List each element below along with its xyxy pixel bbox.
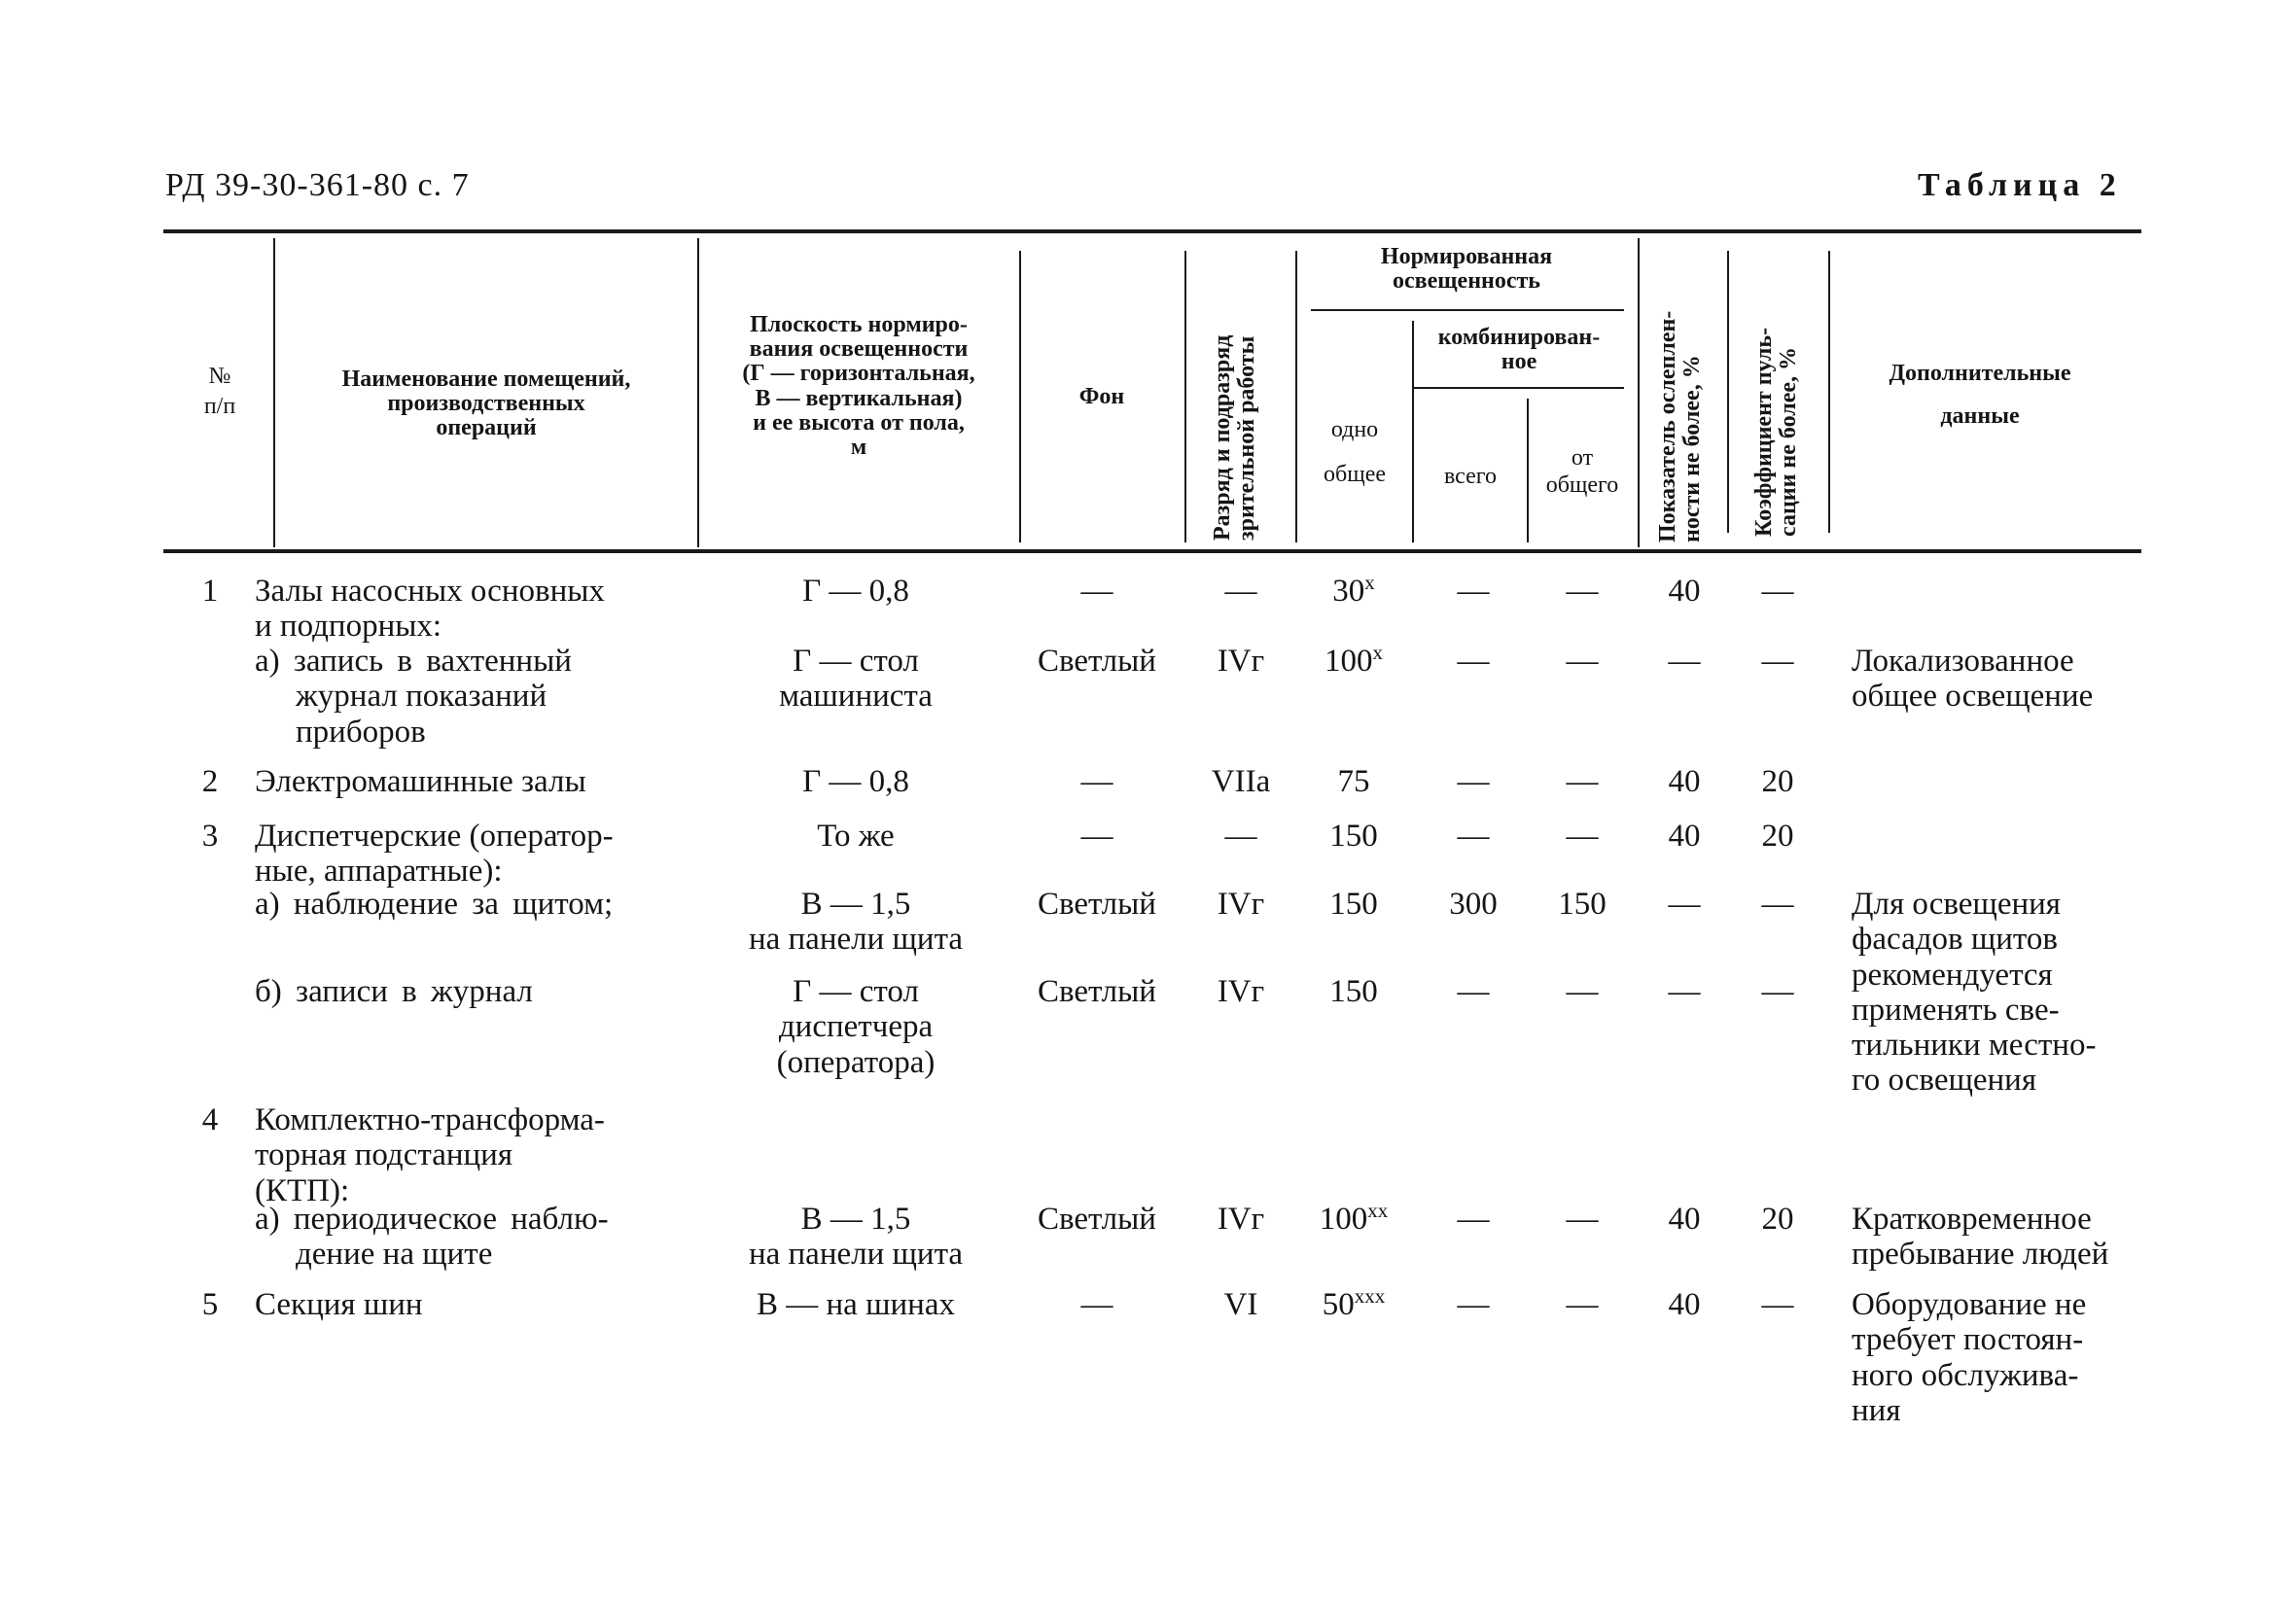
bg-value: Светлый bbox=[1038, 644, 1156, 679]
general-value: 150 bbox=[1329, 974, 1378, 1009]
fromgen-value: — bbox=[1566, 644, 1599, 679]
cell-extra bbox=[1852, 1202, 2143, 1273]
cell-grade bbox=[1188, 974, 1293, 1009]
cell-grade bbox=[1188, 1202, 1293, 1237]
cell-glare bbox=[1643, 764, 1725, 799]
fromgen-value: — bbox=[1566, 1287, 1599, 1322]
plane-line: Г — стол bbox=[793, 974, 919, 1009]
extra-line: применять све- bbox=[1852, 992, 2060, 1028]
name-line: а) запись в вахтенный bbox=[255, 644, 572, 679]
cell-extra bbox=[1852, 887, 2143, 1099]
cell-pulse bbox=[1731, 819, 1824, 854]
name-line: а) периодическое наблю- bbox=[255, 1202, 609, 1237]
bg-value: Светлый bbox=[1038, 1202, 1156, 1237]
pulse-value: — bbox=[1761, 887, 1794, 922]
name-line: Залы насосных основных bbox=[255, 574, 605, 609]
pulse-value: — bbox=[1761, 574, 1794, 609]
col-divider bbox=[273, 238, 275, 547]
cell-total bbox=[1420, 1202, 1527, 1237]
cell-name bbox=[255, 764, 692, 799]
header-general: одно общее bbox=[1324, 417, 1386, 487]
general-value: 150 bbox=[1329, 887, 1378, 922]
total-value: — bbox=[1457, 974, 1490, 1009]
grade-value: VIIа bbox=[1211, 764, 1271, 799]
combined-group-rule bbox=[1412, 387, 1624, 389]
name-line: Комплектно-трансформа- bbox=[255, 1102, 605, 1137]
total-value: — bbox=[1457, 1287, 1490, 1322]
table-label: Таблица 2 bbox=[1918, 167, 2122, 203]
extra-line: требует постоян- bbox=[1852, 1322, 2084, 1358]
header-glare-index: Показатель ослеплен- ности не более, % bbox=[1655, 310, 1706, 542]
plane-line: Г — стол bbox=[793, 644, 919, 679]
cell-fromgen bbox=[1531, 887, 1634, 922]
cell-name bbox=[255, 974, 692, 1009]
cell-pulse bbox=[1731, 974, 1824, 1009]
header-total: всего bbox=[1443, 464, 1498, 489]
cell-bg bbox=[1000, 974, 1194, 1009]
cell-total bbox=[1420, 974, 1527, 1009]
col-divider bbox=[1184, 251, 1186, 542]
name-line: Электромашинные залы bbox=[255, 764, 586, 799]
cell-pulse bbox=[1731, 1287, 1824, 1322]
total-value: 300 bbox=[1449, 887, 1498, 922]
cell-plane bbox=[700, 644, 1011, 715]
name-line: (КТП): bbox=[255, 1172, 350, 1208]
fromgen-value: — bbox=[1566, 974, 1599, 1009]
header-work-grade: Разряд и подразряд зрительной работы bbox=[1210, 334, 1260, 541]
bg-value: — bbox=[1080, 764, 1113, 799]
cell-pulse bbox=[1731, 574, 1824, 609]
glare-value: — bbox=[1668, 644, 1701, 679]
glare-value: 40 bbox=[1668, 764, 1701, 799]
footnote-mark: х bbox=[1372, 641, 1383, 664]
fromgen-value: — bbox=[1566, 574, 1599, 609]
col-divider bbox=[697, 238, 699, 547]
cell-name bbox=[255, 887, 692, 922]
cell-bg bbox=[1000, 1287, 1194, 1322]
cell-name bbox=[255, 1287, 692, 1322]
cell-name bbox=[255, 644, 692, 750]
header-from-general: от общего bbox=[1545, 445, 1619, 498]
cell-plane bbox=[700, 1202, 1011, 1273]
cell-pulse bbox=[1731, 1202, 1824, 1237]
cell-plane bbox=[700, 1287, 1011, 1322]
cell-num bbox=[181, 1102, 239, 1137]
fromgen-value: — bbox=[1566, 764, 1599, 799]
general-value: 30 bbox=[1332, 574, 1365, 609]
glare-value: 40 bbox=[1668, 1202, 1701, 1237]
glare-value: 40 bbox=[1668, 819, 1701, 854]
cell-general bbox=[1299, 887, 1408, 922]
pulse-value: — bbox=[1761, 1287, 1794, 1322]
name-line: и подпорных: bbox=[255, 609, 442, 645]
extra-line: общее освещение bbox=[1852, 679, 2094, 715]
fromgen-value: 150 bbox=[1558, 887, 1607, 922]
cell-general bbox=[1299, 974, 1408, 1009]
bg-value: — bbox=[1080, 1287, 1113, 1322]
cell-bg bbox=[1000, 764, 1194, 799]
cell-fromgen bbox=[1531, 574, 1634, 609]
cell-name bbox=[255, 574, 692, 645]
cell-num bbox=[181, 764, 239, 799]
cell-glare bbox=[1643, 974, 1725, 1009]
col-divider bbox=[1295, 251, 1297, 542]
general-value: 100 bbox=[1319, 1202, 1368, 1237]
cell-num bbox=[181, 1287, 239, 1322]
header-pulsation: Коэффициент пуль- сации не более, % bbox=[1751, 327, 1802, 537]
extra-line: Для освещения bbox=[1852, 887, 2061, 922]
extra-line: тильники местно- bbox=[1852, 1028, 2097, 1064]
footnote-mark: ххх bbox=[1354, 1284, 1386, 1308]
col-divider bbox=[1638, 238, 1640, 547]
cell-plane bbox=[700, 574, 1011, 609]
plane-line: В — 1,5 bbox=[800, 887, 911, 922]
name-line: торная подстанция bbox=[255, 1137, 512, 1173]
col-divider bbox=[1019, 251, 1021, 542]
cell-grade bbox=[1188, 764, 1293, 799]
col-divider bbox=[1412, 321, 1414, 542]
cell-general bbox=[1299, 571, 1408, 609]
cell-glare bbox=[1643, 1287, 1725, 1322]
bg-value: Светлый bbox=[1038, 887, 1156, 922]
plane-line: В — 1,5 bbox=[800, 1202, 911, 1237]
bg-value: — bbox=[1080, 574, 1113, 609]
cell-general bbox=[1299, 764, 1408, 799]
name-line: журнал показаний bbox=[296, 679, 548, 715]
cell-pulse bbox=[1731, 764, 1824, 799]
plane-line: Г — 0,8 bbox=[802, 574, 909, 609]
name-line: а) наблюдение за щитом; bbox=[255, 887, 614, 922]
name-line: Секция шин bbox=[255, 1287, 423, 1322]
cell-name bbox=[255, 1102, 692, 1208]
cell-bg bbox=[1000, 1202, 1194, 1237]
name-line: дение на щите bbox=[296, 1237, 493, 1273]
glare-value: 40 bbox=[1668, 574, 1701, 609]
cell-name bbox=[255, 1202, 692, 1273]
extra-line: ного обслужива- bbox=[1852, 1357, 2079, 1393]
name-line: приборов bbox=[296, 714, 426, 750]
header-norm-illumination: Нормированная освещенность bbox=[1380, 244, 1553, 295]
plane-line: (оператора) bbox=[776, 1044, 936, 1080]
num-value: 5 bbox=[201, 1287, 219, 1322]
num-value: 2 bbox=[201, 764, 219, 799]
cell-total bbox=[1420, 1287, 1527, 1322]
header-additional: Дополнительные данные bbox=[1889, 361, 2071, 430]
cell-fromgen bbox=[1531, 819, 1634, 854]
cell-total bbox=[1420, 644, 1527, 679]
cell-bg bbox=[1000, 819, 1194, 854]
cell-plane bbox=[700, 819, 1011, 854]
table-header-bottom-rule bbox=[163, 549, 2141, 553]
cell-grade bbox=[1188, 887, 1293, 922]
pulse-value: 20 bbox=[1761, 819, 1794, 854]
cell-plane bbox=[700, 974, 1011, 1080]
general-value: 50 bbox=[1322, 1287, 1355, 1322]
grade-value: VI bbox=[1223, 1287, 1258, 1322]
footnote-mark: хх bbox=[1367, 1199, 1389, 1222]
cell-glare bbox=[1643, 644, 1725, 679]
footnote-mark: х bbox=[1364, 571, 1375, 594]
cell-general bbox=[1299, 1284, 1408, 1322]
cell-extra bbox=[1852, 644, 2143, 715]
fromgen-value: — bbox=[1566, 819, 1599, 854]
total-value: — bbox=[1457, 819, 1490, 854]
cell-glare bbox=[1643, 887, 1725, 922]
fromgen-value: — bbox=[1566, 1202, 1599, 1237]
num-value: 4 bbox=[201, 1102, 219, 1137]
header-name: Наименование помещений, производственных операций bbox=[341, 367, 631, 441]
cell-num bbox=[181, 819, 239, 854]
glare-value: 40 bbox=[1668, 1287, 1701, 1322]
extra-line: рекомендуется bbox=[1852, 957, 2053, 993]
plane-line: Г — 0,8 bbox=[802, 764, 909, 799]
grade-value: — bbox=[1224, 819, 1257, 854]
extra-line: Кратковременное bbox=[1852, 1202, 2092, 1237]
cell-grade bbox=[1188, 819, 1293, 854]
cell-bg bbox=[1000, 644, 1194, 679]
cell-pulse bbox=[1731, 887, 1824, 922]
cell-grade bbox=[1188, 574, 1293, 609]
cell-total bbox=[1420, 764, 1527, 799]
cell-fromgen bbox=[1531, 644, 1634, 679]
document-reference: РД 39-30-361-80 с. 7 bbox=[165, 167, 470, 203]
plane-line: машиниста bbox=[779, 679, 933, 715]
grade-value: IVг bbox=[1217, 974, 1265, 1009]
plane-line: на панели щита bbox=[748, 922, 964, 958]
cell-fromgen bbox=[1531, 974, 1634, 1009]
plane-line: В — на шинах bbox=[757, 1287, 955, 1322]
cell-grade bbox=[1188, 1287, 1293, 1322]
plane-line: на панели щита bbox=[748, 1237, 964, 1273]
cell-bg bbox=[1000, 887, 1194, 922]
glare-value: — bbox=[1668, 974, 1701, 1009]
pulse-value: — bbox=[1761, 974, 1794, 1009]
cell-fromgen bbox=[1531, 1287, 1634, 1322]
cell-name bbox=[255, 819, 692, 890]
pulse-value: — bbox=[1761, 644, 1794, 679]
cell-bg bbox=[1000, 574, 1194, 609]
header-combined: комбинирован- ное bbox=[1437, 325, 1601, 375]
header-plane: Плоскость нормиро- вания освещенности (Г — горизонтальная, В — вертикальная) и ее высота от пола, м bbox=[742, 312, 975, 460]
header-num: № п/п bbox=[203, 364, 236, 420]
extra-line: Локализованное bbox=[1852, 644, 2074, 679]
total-value: — bbox=[1457, 764, 1490, 799]
cell-total bbox=[1420, 887, 1527, 922]
general-value: 75 bbox=[1337, 764, 1370, 799]
num-value: 3 bbox=[201, 819, 219, 854]
grade-value: IVг bbox=[1217, 1202, 1265, 1237]
general-value: 100 bbox=[1325, 644, 1373, 679]
cell-grade bbox=[1188, 644, 1293, 679]
table-top-rule bbox=[163, 229, 2141, 233]
cell-glare bbox=[1643, 574, 1725, 609]
grade-value: IVг bbox=[1217, 887, 1265, 922]
general-value: 150 bbox=[1329, 819, 1378, 854]
cell-glare bbox=[1643, 819, 1725, 854]
total-value: — bbox=[1457, 574, 1490, 609]
extra-line: Оборудование не bbox=[1852, 1287, 2087, 1322]
cell-extra bbox=[1852, 1287, 2143, 1428]
bg-value: — bbox=[1080, 819, 1113, 854]
norm-group-rule bbox=[1311, 309, 1624, 311]
extra-line: пребывание людей bbox=[1852, 1237, 2109, 1273]
extra-line: фасадов щитов bbox=[1852, 922, 2058, 958]
num-value: 1 bbox=[201, 574, 219, 609]
cell-glare bbox=[1643, 1202, 1725, 1237]
total-value: — bbox=[1457, 1202, 1490, 1237]
cell-total bbox=[1420, 574, 1527, 609]
pulse-value: 20 bbox=[1761, 1202, 1794, 1237]
bg-value: Светлый bbox=[1038, 974, 1156, 1009]
extra-line: ния bbox=[1852, 1392, 1901, 1428]
glare-value: — bbox=[1668, 887, 1701, 922]
plane-line: То же bbox=[817, 819, 895, 854]
cell-pulse bbox=[1731, 644, 1824, 679]
name-line: б) записи в журнал bbox=[255, 974, 533, 1009]
cell-plane bbox=[700, 887, 1011, 958]
cell-plane bbox=[700, 764, 1011, 799]
pulse-value: 20 bbox=[1761, 764, 1794, 799]
header-background: Фон bbox=[1078, 384, 1125, 409]
grade-value: IVг bbox=[1217, 644, 1265, 679]
cell-num bbox=[181, 574, 239, 609]
name-line: Диспетчерские (оператор- bbox=[255, 819, 614, 854]
extra-line: го освещения bbox=[1852, 1063, 2037, 1099]
cell-general bbox=[1299, 641, 1408, 679]
plane-line: диспетчера bbox=[778, 1009, 934, 1045]
total-value: — bbox=[1457, 644, 1490, 679]
cell-general bbox=[1299, 1199, 1408, 1237]
col-divider bbox=[1828, 251, 1830, 533]
grade-value: — bbox=[1224, 574, 1257, 609]
cell-fromgen bbox=[1531, 1202, 1634, 1237]
cell-fromgen bbox=[1531, 764, 1634, 799]
name-line: ные, аппаратные): bbox=[255, 854, 503, 890]
col-divider bbox=[1727, 251, 1729, 533]
cell-general bbox=[1299, 819, 1408, 854]
cell-total bbox=[1420, 819, 1527, 854]
